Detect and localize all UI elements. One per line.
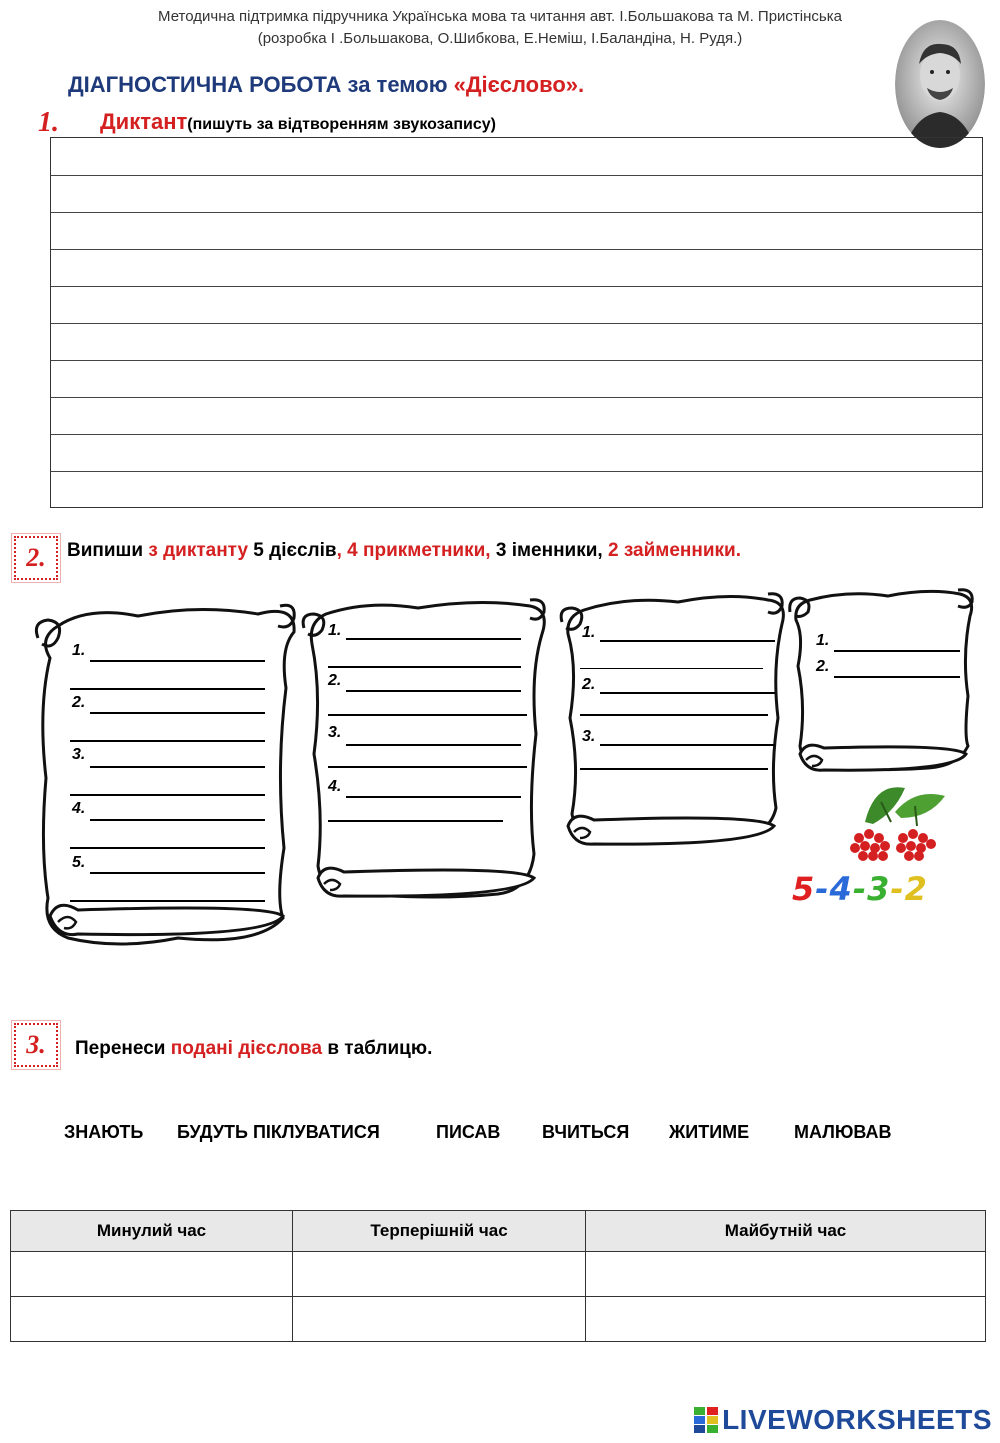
dictation-answer-area[interactable]: [50, 137, 983, 508]
verb-word[interactable]: ЗНАЮТЬ: [64, 1122, 144, 1142]
scroll-pronoun-label-1: 1.: [816, 632, 830, 649]
scroll-verbs-label-1: 1.: [72, 642, 86, 659]
answer-line[interactable]: [70, 688, 265, 690]
writing-line: [51, 434, 982, 435]
task3-number-badge: 3.: [14, 1023, 58, 1067]
task2-text-2: з диктанту: [148, 540, 249, 561]
writing-line: [51, 175, 982, 176]
task2-text-3: 5 дієслів: [248, 540, 337, 561]
title-topic: «Дієслово».: [453, 72, 585, 97]
header-past: Минулий час: [11, 1211, 293, 1252]
scroll-adj-label-1: 1.: [328, 622, 342, 639]
score-scale: [792, 870, 928, 908]
answer-line[interactable]: [70, 740, 265, 742]
score-dash: -: [852, 870, 868, 908]
tenses-table: [10, 1210, 986, 1342]
scroll-frame: [28, 598, 298, 950]
answer-line[interactable]: [328, 820, 503, 822]
writing-line: [51, 471, 982, 472]
scroll-verbs-label-3: 3.: [72, 746, 86, 763]
answer-line[interactable]: [600, 744, 775, 746]
table-cell[interactable]: [11, 1297, 293, 1342]
scroll-verbs-label-4: 4.: [72, 800, 86, 817]
scroll-noun-label-2: 2.: [582, 676, 596, 693]
score-dash: -: [890, 870, 905, 908]
answer-line[interactable]: [328, 666, 521, 668]
writing-line: [51, 397, 982, 398]
score-digit: 5: [792, 870, 816, 908]
task3-text-2: подані дієслова: [170, 1038, 323, 1059]
portrait-image: [895, 20, 985, 148]
logo-text: LIVEWORKSHEETS: [722, 1404, 992, 1435]
scroll-verbs-label-2: 2.: [72, 694, 86, 711]
writing-line: [51, 249, 982, 250]
writing-line: [51, 360, 982, 361]
answer-line[interactable]: [90, 872, 265, 874]
answer-line[interactable]: [834, 676, 960, 678]
task3-text-1: Перенеси: [75, 1038, 171, 1059]
header-present: Терперішній час: [293, 1211, 586, 1252]
score-dash: -: [815, 870, 830, 908]
verb-word[interactable]: ВЧИТЬСЯ: [542, 1122, 630, 1142]
verb-word[interactable]: БУДУТЬ ПІКЛУВАТИСЯ: [177, 1122, 380, 1142]
scroll-adj-label-2: 2.: [328, 672, 342, 689]
answer-line[interactable]: [90, 819, 265, 821]
logo-icon: [694, 1407, 718, 1433]
task1-heading: [100, 109, 496, 135]
header-line-1: Методична підтримка підручника Українська мова та читання авт. І.Большакова та М. Пристінська: [158, 8, 842, 25]
score-digit: 4: [829, 870, 853, 908]
verb-word[interactable]: ЖИТИМЕ: [669, 1122, 750, 1142]
scroll-nouns: [558, 588, 788, 854]
scroll-verbs-label-5: 5.: [72, 854, 86, 871]
header-future: Майбутній час: [586, 1211, 986, 1252]
task2-text-1: Випиши: [67, 540, 149, 561]
answer-line[interactable]: [346, 638, 521, 640]
writing-line: [51, 323, 982, 324]
header-line-2: (розробка І .Большакова, О.Шибкова, Е.Неміш, І.Баландіна, Н. Рудя.): [257, 30, 743, 47]
scroll-adj-label-3: 3.: [328, 724, 342, 741]
answer-line[interactable]: [70, 900, 265, 902]
writing-line: [51, 286, 982, 287]
table-cell[interactable]: [11, 1252, 293, 1297]
scroll-noun-label-1: 1.: [582, 624, 596, 641]
answer-line[interactable]: [90, 712, 265, 714]
task1-number: 1.: [38, 107, 59, 138]
answer-line[interactable]: [70, 794, 265, 796]
scroll-verbs: [28, 598, 298, 950]
table-cell[interactable]: [586, 1252, 986, 1297]
scroll-frame: [298, 594, 550, 906]
answer-line[interactable]: [580, 768, 768, 770]
title-main: ДІАГНОСТИЧНА РОБОТА за темою: [68, 72, 454, 97]
writing-line: [51, 212, 982, 213]
task2-text-4: , 4 прикметники,: [336, 540, 491, 561]
answer-line[interactable]: [328, 766, 527, 768]
answer-line[interactable]: [580, 714, 768, 716]
answer-line[interactable]: [346, 796, 521, 798]
liveworksheets-logo: [694, 1404, 992, 1436]
verb-word[interactable]: ПИСАВ: [436, 1122, 501, 1142]
answer-line[interactable]: [580, 668, 763, 669]
task1-note: (пишуть за відтворенням звукозапису): [187, 116, 496, 133]
scroll-pronouns: [788, 586, 978, 778]
answer-line[interactable]: [90, 766, 265, 768]
answer-line[interactable]: [70, 847, 265, 849]
task2-instruction: [67, 540, 741, 562]
task1-title: Диктант: [100, 109, 188, 134]
verb-word[interactable]: МАЛЮВАВ: [794, 1122, 892, 1142]
table-cell[interactable]: [586, 1297, 986, 1342]
scroll-noun-label-3: 3.: [582, 728, 596, 745]
scroll-pronoun-label-2: 2.: [816, 658, 830, 675]
scroll-frame: [788, 586, 978, 778]
score-digit: 2: [904, 870, 928, 908]
page-title: [68, 72, 584, 98]
answer-line[interactable]: [328, 714, 527, 716]
task2-number-badge: 2.: [14, 536, 58, 580]
answer-line[interactable]: [600, 692, 775, 694]
answer-line[interactable]: [346, 690, 521, 692]
answer-line[interactable]: [834, 650, 960, 652]
table-cell[interactable]: [293, 1252, 586, 1297]
task3-text-3: в таблицю.: [322, 1038, 433, 1059]
answer-line[interactable]: [346, 744, 521, 746]
table-cell[interactable]: [293, 1297, 586, 1342]
scroll-adjectives: [298, 594, 550, 906]
score-digit: 3: [867, 870, 891, 908]
scroll-adj-label-4: 4.: [328, 778, 342, 795]
answer-line[interactable]: [90, 660, 265, 662]
task2-text-5: 3 іменники,: [490, 540, 608, 561]
answer-line[interactable]: [600, 640, 775, 642]
task3-instruction: [75, 1038, 432, 1060]
viburnum-berries-icon: [845, 782, 949, 867]
task2-text-6: 2 займенники.: [607, 540, 741, 561]
